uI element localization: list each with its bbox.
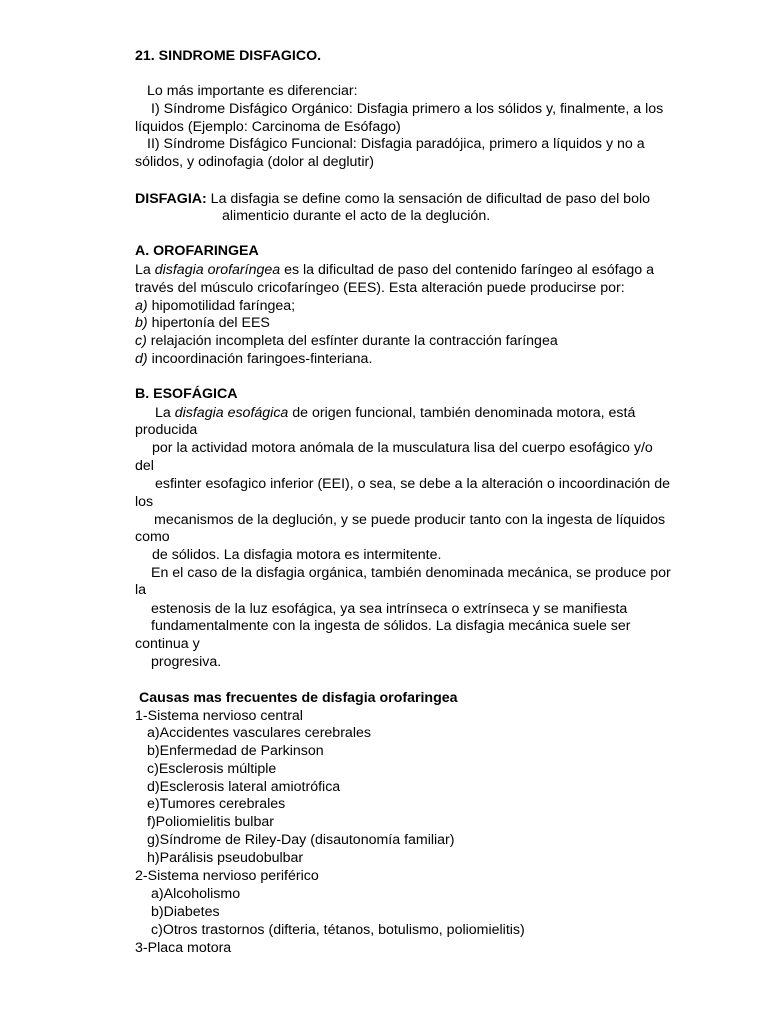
causes-line: d)Esclerosis lateral amiotrófica — [147, 779, 341, 795]
intro-line-3: II) Síndrome Disfágico Funcional: Disfagia paradójica, primero a líquidos y no a — [147, 136, 645, 152]
causes-line: g)Síndrome de Riley-Day (disautonomía familiar) — [147, 832, 455, 848]
section-b-line: continua y — [135, 636, 200, 652]
item-text: hipomotilidad faríngea; — [147, 298, 296, 314]
section-b-line: de sólidos. La disfagia motora es intermitente. — [152, 547, 442, 563]
section-b-line: del — [135, 458, 154, 474]
section-b-line-1 — [155, 404, 635, 422]
definition-line-1 — [135, 190, 650, 208]
intro-line-4: sólidos, y odinofagia (dolor al deglutir) — [135, 154, 374, 170]
causes-line: c)Esclerosis múltiple — [147, 761, 277, 777]
definition-term: DISFAGIA: — [135, 191, 207, 207]
definition-text-1: La disfagia se define como la sensación de dificultad de paso del bolo — [206, 191, 650, 207]
item-text: relajación incompleta del esfínter durante la contracción faríngea — [146, 333, 558, 349]
section-b-line: fundamentalmente con la ingesta de sólidos. La disfagia mecánica suele ser — [151, 618, 631, 634]
causes-line: 2-Sistema nervioso periférico — [135, 868, 319, 884]
section-b-line: por la actividad motora anómala de la musculatura lisa del cuerpo esofágico y/o — [152, 440, 653, 456]
causes-heading: Causas mas frecuentes de disfagia orofaringea — [139, 690, 458, 706]
section-b-line: los — [135, 494, 154, 510]
section-a-heading: A. OROFARINGEA — [135, 243, 259, 259]
item-text: incoordinación faringoes-finteriana. — [147, 351, 373, 367]
section-a-term: disfagia orofaríngea — [154, 262, 281, 278]
section-b-term: disfagia esofágica — [174, 405, 289, 421]
item-marker: a) — [135, 298, 148, 314]
item-marker: c) — [135, 333, 147, 349]
section-a-item — [135, 297, 295, 315]
causes-line: 1-Sistema nervioso central — [135, 708, 303, 724]
intro-line-2: líquidos (Ejemplo: Carcinoma de Esófago) — [135, 119, 401, 135]
causes-line: 3-Placa motora — [135, 940, 232, 956]
section-a-item — [135, 314, 270, 332]
definition-line-2: alimenticio durante el acto de la deglución. — [222, 208, 491, 224]
section-b-line: como — [135, 529, 170, 545]
section-a-item — [135, 350, 372, 368]
document-title: 21. SINDROME DISFAGICO. — [135, 48, 322, 64]
intro-line-1: I) Síndrome Disfágico Orgánico: Disfagia primero a los sólidos y, finalmente, a los — [151, 101, 664, 117]
causes-line: f)Poliomielitis bulbar — [147, 814, 274, 830]
causes-line: b)Enfermedad de Parkinson — [147, 743, 324, 759]
intro-lead: Lo más importante es diferenciar: — [147, 83, 358, 99]
section-b-line-1-post: de origen funcional, también denominada motora, está — [288, 405, 636, 421]
item-marker: b) — [135, 315, 148, 331]
item-text: hipertonía del EES — [147, 315, 270, 331]
section-b-line-1-pre: La — [155, 405, 175, 421]
causes-line: e)Tumores cerebrales — [147, 796, 286, 812]
section-b-line: En el caso de la disfagia orgánica, también denominada mecánica, se produce por — [151, 565, 671, 581]
causes-line: a)Accidentes vasculares cerebrales — [147, 725, 371, 741]
section-a-line-2: través del músculo cricofaríngeo (EES). Esta alteración puede producirse por: — [135, 280, 625, 296]
causes-line: c)Otros trastornos (difteria, tétanos, botulismo, poliomielitis) — [151, 922, 525, 938]
causes-line: b)Diabetes — [151, 904, 220, 920]
section-a-line-1-post: es la dificultad de paso del contenido faríngeo al esófago a — [280, 262, 655, 278]
section-b-line: producida — [135, 422, 198, 438]
section-a-line-1 — [135, 261, 654, 279]
section-a-item — [135, 332, 558, 350]
section-b-heading: B. ESOFÁGICA — [135, 386, 238, 402]
section-a-line-1-pre: La — [135, 262, 155, 278]
section-b-line: mecanismos de la deglución, y se puede producir tanto con la ingesta de líquidos — [154, 512, 666, 528]
causes-line: a)Alcoholismo — [151, 886, 241, 902]
section-b-line: progresiva. — [151, 654, 222, 670]
section-b-line: esfinter esofagico inferior (EEI), o sea, se debe a la alteración o incoordinación de — [155, 476, 670, 492]
section-b-line: la — [135, 582, 147, 598]
item-marker: d) — [135, 351, 148, 367]
section-b-line: estenosis de la luz esofágica, ya sea intrínseca o extrínseca y se manifiesta — [151, 601, 628, 617]
causes-line: h)Parálisis pseudobulbar — [147, 850, 304, 866]
